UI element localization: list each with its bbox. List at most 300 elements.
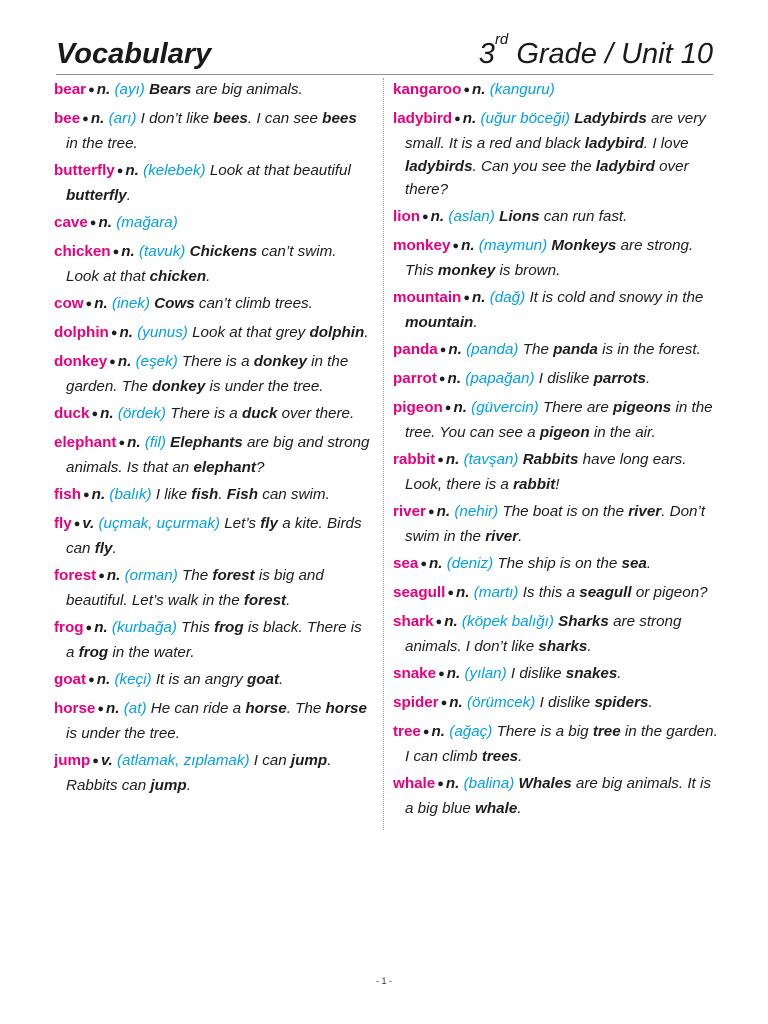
part-of-speech: n. [446, 665, 461, 682]
vocab-entry [54, 564, 372, 612]
example-text: . [617, 665, 622, 682]
part-of-speech: n. [119, 324, 133, 341]
bullet-dot: ● [427, 506, 435, 518]
bullet-dot: ● [109, 356, 116, 368]
headword: sea [393, 555, 419, 572]
example-text: The ship is on the [497, 555, 622, 572]
example-keyword: bees [213, 110, 248, 127]
translation: (tavuk) [138, 243, 186, 260]
vocab-entry [54, 697, 372, 745]
bullet-dot: ● [444, 402, 452, 414]
example-keyword: forest [212, 567, 255, 584]
bullet-dot: ● [463, 84, 471, 96]
example-text: is under the tree. [66, 725, 180, 742]
example-keyword: horse [245, 700, 287, 717]
example-sentence [156, 671, 283, 688]
part-of-speech: n. [98, 214, 112, 231]
example-keyword: sea [621, 555, 647, 572]
example-keyword: ladybirds [405, 158, 473, 175]
example-keyword: jump [290, 752, 328, 769]
vocab-entry [393, 107, 723, 201]
vocab-entry [393, 581, 723, 606]
translation: (fil) [144, 434, 166, 451]
example-text: have long ears. Look, there is a [405, 451, 687, 493]
example-text: . I can see [247, 110, 323, 127]
headword: cow [54, 295, 84, 312]
example-text: I like [155, 486, 192, 503]
example-text: are big animals. [191, 81, 303, 98]
example-text: It is cold and snowy in the [529, 289, 704, 306]
bullet-dot: ● [422, 726, 430, 738]
translation: (maymun) [478, 237, 548, 254]
translation: (keçi) [114, 671, 152, 688]
part-of-speech: n. [445, 775, 460, 792]
translation: (ağaç) [449, 723, 493, 740]
headword: goat [54, 671, 87, 688]
bullet-dot: ● [439, 344, 447, 356]
part-of-speech: n. [456, 584, 470, 601]
headword: fly [54, 515, 72, 532]
vocab-entry [393, 691, 723, 716]
example-keyword: donkey [152, 378, 206, 395]
translation: (balık) [109, 486, 152, 503]
example-keyword: pigeons [613, 399, 672, 416]
example-keyword: Monkeys [551, 237, 617, 254]
example-keyword: Bears [149, 81, 192, 98]
translation: (ayı) [114, 81, 145, 98]
example-keyword: Cows [154, 295, 195, 312]
translation: (aslan) [448, 208, 495, 225]
translation: (inek) [111, 295, 150, 312]
example-text: . The [286, 700, 326, 717]
example-text: is black. There is a [66, 619, 362, 661]
example-text: I can [253, 752, 291, 769]
example-text: . [218, 486, 227, 503]
bullet-dot: ● [92, 755, 99, 767]
example-sentence [405, 503, 705, 545]
vocab-entry [54, 616, 372, 664]
headword: rabbit [393, 451, 436, 468]
example-text: . [206, 268, 211, 285]
example-keyword: horse [325, 700, 367, 717]
headword: panda [393, 341, 438, 358]
example-keyword: jump [150, 777, 187, 794]
bullet-dot: ● [73, 518, 81, 530]
bullet-dot: ● [452, 240, 460, 252]
part-of-speech: n. [106, 700, 120, 717]
example-keyword: chicken [149, 268, 207, 285]
part-of-speech: v. [100, 752, 113, 769]
vocab-entry [393, 338, 723, 363]
bullet-dot: ● [98, 570, 105, 582]
vocab-entry [54, 211, 372, 236]
translation: (köpek balığı) [461, 613, 554, 630]
example-keyword: pigeon [539, 424, 590, 441]
vocab-entry [54, 668, 372, 693]
translation: (martı) [473, 584, 519, 601]
translation: (yunus) [137, 324, 188, 341]
example-text: I don’t like [140, 110, 214, 127]
example-keyword: rabbit [513, 476, 556, 493]
example-text: There is a big [496, 723, 593, 740]
translation: (yılan) [464, 665, 507, 682]
example-keyword: donkey [253, 353, 307, 370]
example-keyword: Lions [499, 208, 540, 225]
part-of-speech: n. [96, 671, 111, 688]
example-text: There are [542, 399, 614, 416]
example-text: I dislike [510, 665, 566, 682]
example-keyword: forest [243, 592, 287, 609]
headword: duck [54, 405, 90, 422]
vocab-entry [393, 78, 723, 103]
translation: (kelebek) [143, 162, 206, 179]
example-text: Look at that grey [192, 324, 310, 341]
headword: bee [54, 110, 81, 127]
part-of-speech: v. [82, 515, 95, 532]
example-text: I dislike [539, 694, 595, 711]
headword: spider [393, 694, 439, 711]
example-text: I dislike [538, 370, 594, 387]
translation: (at) [123, 700, 147, 717]
vocab-entry [54, 321, 372, 346]
example-keyword: snakes [565, 665, 618, 682]
part-of-speech: n. [461, 237, 475, 254]
example-text: in the tree. You can see a [405, 399, 713, 441]
example-keyword: fly [94, 540, 113, 557]
bullet-dot: ● [91, 408, 99, 420]
headword: frog [54, 619, 84, 636]
translation: (atlamak, zıplamak) [117, 752, 250, 769]
example-text: can swim. [258, 486, 330, 503]
example-text: . [518, 528, 523, 545]
example-text: It is an angry [155, 671, 247, 688]
headword: kangaroo [393, 81, 462, 98]
example-keyword: trees [481, 748, 519, 765]
example-sentence [523, 341, 701, 358]
translation: (tavşan) [463, 451, 519, 468]
vocab-entry [393, 500, 723, 548]
vocab-entry [54, 350, 372, 398]
headword: shark [393, 613, 434, 630]
example-sentence [539, 370, 650, 387]
example-keyword: fly [260, 515, 278, 532]
example-text: . [646, 555, 652, 572]
headword: bear [54, 81, 87, 98]
example-text: The [522, 341, 554, 358]
part-of-speech: n. [447, 370, 462, 387]
headword: chicken [54, 243, 111, 260]
bullet-dot: ● [420, 558, 427, 570]
bullet-dot: ● [85, 298, 93, 310]
translation: (uğur böceği) [480, 110, 570, 127]
headword: forest [54, 567, 97, 584]
part-of-speech: n. [94, 619, 108, 636]
vocab-entry [393, 396, 723, 444]
vocab-entry [393, 772, 723, 820]
grade-unit-label [478, 31, 713, 72]
vocab-entry [54, 159, 372, 207]
example-keyword: Rabbits [522, 451, 579, 468]
vocab-entry [54, 749, 372, 797]
vocab-entry [393, 610, 723, 658]
right-column [393, 78, 723, 824]
example-keyword: Ladybirds [574, 110, 647, 127]
part-of-speech: n. [472, 289, 486, 306]
part-of-speech: n. [121, 243, 135, 260]
translation: (orman) [124, 567, 178, 584]
example-keyword: seagull [579, 584, 632, 601]
example-keyword: butterfly [66, 187, 127, 204]
bullet-dot: ● [447, 587, 454, 599]
example-keyword: parrots [593, 370, 646, 387]
bullet-dot: ● [118, 437, 126, 449]
example-sentence [149, 81, 303, 98]
example-sentence [497, 555, 651, 572]
example-keyword: mountain [405, 314, 474, 331]
example-text: over there. [277, 405, 355, 422]
example-sentence [154, 295, 313, 312]
example-keyword: river [628, 503, 662, 520]
example-keyword: spiders [594, 694, 649, 711]
example-keyword: Fish [226, 486, 258, 503]
example-text: There is a [182, 353, 254, 370]
translation: (ördek) [117, 405, 166, 422]
translation: (papağan) [465, 370, 535, 387]
example-text: . [364, 324, 369, 341]
grade-ordinal-suffix: rd [494, 31, 509, 48]
vocab-entry [54, 402, 372, 427]
example-text: ? [255, 459, 265, 476]
part-of-speech: n. [431, 723, 446, 740]
part-of-speech: n. [444, 613, 458, 630]
part-of-speech: n. [445, 451, 460, 468]
vocab-entry [54, 431, 372, 479]
vocab-entry [54, 240, 372, 288]
example-text: . [126, 187, 131, 204]
bullet-dot: ● [97, 703, 105, 715]
part-of-speech: n. [90, 110, 105, 127]
vocab-entry [393, 205, 723, 230]
bullet-dot: ● [116, 165, 124, 177]
vocab-entry [54, 292, 372, 317]
translation: (panda) [466, 341, 519, 358]
grade-unit-text: Grade / Unit 10 [508, 38, 713, 70]
translation: (mağara) [116, 214, 178, 231]
example-sentence [170, 405, 354, 422]
example-text: can’t swim. Look at that [66, 243, 337, 285]
translation: (balina) [463, 775, 515, 792]
example-text: in the tree. [66, 135, 138, 152]
vocab-entry [54, 78, 372, 103]
bullet-dot: ● [463, 292, 470, 304]
bullet-dot: ● [438, 668, 445, 680]
headword: seagull [393, 584, 446, 601]
headword: tree [393, 723, 421, 740]
example-text: are strong. This [405, 237, 694, 279]
translation: (kurbağa) [111, 619, 177, 636]
bullet-dot: ● [82, 113, 89, 125]
column-divider [383, 78, 384, 830]
headword: fish [54, 486, 82, 503]
headword: cave [54, 214, 88, 231]
bullet-dot: ● [85, 622, 93, 634]
example-keyword: ladybird [595, 158, 655, 175]
part-of-speech: n. [91, 486, 106, 503]
example-text: or pigeon? [631, 584, 708, 601]
bullet-dot: ● [88, 674, 95, 686]
example-keyword: whale [475, 800, 518, 817]
example-text: is in the forest. [597, 341, 701, 358]
example-text: . [112, 540, 117, 557]
left-column [54, 78, 372, 801]
example-text: . Rabbits can [66, 752, 332, 794]
translation: (nehir) [454, 503, 499, 520]
vocab-entry [393, 234, 723, 282]
vocab-entry [393, 662, 723, 687]
example-keyword: goat [246, 671, 280, 688]
example-text: in the water. [108, 644, 195, 661]
example-text: This [181, 619, 215, 636]
headword: butterfly [54, 162, 115, 179]
example-text: . [645, 370, 651, 387]
headword: horse [54, 700, 96, 717]
headword: ladybird [393, 110, 453, 127]
example-sentence [192, 324, 368, 341]
headword: monkey [393, 237, 451, 254]
example-keyword: dolphin [309, 324, 365, 341]
vocab-entry [393, 286, 723, 334]
part-of-speech: n. [117, 353, 132, 370]
bullet-dot: ● [422, 211, 429, 223]
headword: jump [54, 752, 91, 769]
page-title: Vocabulary [56, 38, 212, 70]
example-text: can’t climb trees. [194, 295, 313, 312]
part-of-speech: n. [127, 434, 141, 451]
example-text: Let’s [224, 515, 261, 532]
example-keyword: ladybird [584, 135, 644, 152]
example-text: The boat is on the [502, 503, 629, 520]
headword: whale [393, 775, 436, 792]
example-text: . [648, 694, 653, 711]
vocab-entry [54, 483, 372, 508]
example-text: in the garden. The [66, 353, 349, 395]
bullet-dot: ● [110, 327, 118, 339]
example-text: in the air. [589, 424, 656, 441]
translation: (arı) [108, 110, 137, 127]
example-keyword: Chickens [189, 243, 258, 260]
headword: elephant [54, 434, 117, 451]
headword: snake [393, 665, 437, 682]
example-text: are strong animals. I don’t like [405, 613, 682, 655]
part-of-speech: n. [472, 81, 486, 98]
example-text: . [279, 671, 284, 688]
headword: donkey [54, 353, 108, 370]
headword: lion [393, 208, 420, 225]
translation: (deniz) [446, 555, 494, 572]
headword: river [393, 503, 426, 520]
translation: (eşek) [135, 353, 178, 370]
example-text: . [286, 592, 291, 609]
translation: (kanguru) [489, 81, 555, 98]
example-sentence [405, 399, 713, 441]
example-sentence [66, 619, 362, 661]
example-text: Look at that beautiful [209, 162, 351, 179]
headword: parrot [393, 370, 437, 387]
bullet-dot: ● [112, 246, 120, 258]
vocab-entry [54, 107, 372, 155]
bullet-dot: ● [454, 113, 461, 125]
example-text: is big and beautiful. Let’s walk in the [66, 567, 324, 609]
example-keyword: elephant [193, 459, 256, 476]
part-of-speech: n. [94, 295, 108, 312]
grade-number: 3 [478, 38, 495, 70]
example-text: There is a [170, 405, 242, 422]
part-of-speech: n. [436, 503, 451, 520]
vocab-entry [393, 720, 723, 768]
translation: (örümcek) [466, 694, 536, 711]
example-text: can run fast. [539, 208, 628, 225]
part-of-speech: n. [448, 341, 462, 358]
example-keyword: river [485, 528, 519, 545]
example-text: . [518, 748, 523, 765]
example-sentence [523, 584, 708, 601]
example-text: . [473, 314, 478, 331]
example-text: The [182, 567, 213, 584]
example-sentence [156, 486, 330, 503]
part-of-speech: n. [462, 110, 477, 127]
example-keyword: duck [241, 405, 278, 422]
part-of-speech: n. [430, 208, 445, 225]
headword: mountain [393, 289, 462, 306]
example-text: is brown. [495, 262, 561, 279]
part-of-speech: n. [106, 567, 121, 584]
example-text: are big and strong animals. Is that an [66, 434, 370, 476]
example-keyword: Whales [518, 775, 572, 792]
example-keyword: Sharks [558, 613, 609, 630]
vocab-entry [393, 448, 723, 496]
page-number: - 1 - [375, 976, 392, 986]
part-of-speech: n. [96, 81, 111, 98]
bullet-dot: ● [437, 778, 444, 790]
example-text: a kite. Birds can [66, 515, 362, 557]
bullet-dot: ● [83, 489, 90, 501]
vocab-entry [393, 552, 723, 577]
example-keyword: Elephants [170, 434, 243, 451]
example-keyword: frog [214, 619, 244, 636]
example-text: He can ride a [150, 700, 246, 717]
example-text: are big animals. It is a big blue [405, 775, 711, 817]
example-text: . [517, 800, 522, 817]
headword: pigeon [393, 399, 443, 416]
example-text: in the garden. I can climb [405, 723, 718, 765]
example-keyword: fish [191, 486, 219, 503]
translation: (uçmak, uçurmak) [98, 515, 220, 532]
example-keyword: sharks [538, 638, 588, 655]
bullet-dot: ● [437, 454, 444, 466]
example-keyword: bees [322, 110, 357, 127]
example-text: . [587, 638, 592, 655]
part-of-speech: n. [125, 162, 139, 179]
headword: dolphin [54, 324, 109, 341]
example-text: ! [555, 476, 560, 493]
example-text: . I love [643, 135, 689, 152]
example-text: . [186, 777, 191, 794]
example-keyword: panda [553, 341, 598, 358]
part-of-speech: n. [429, 555, 443, 572]
example-sentence [499, 208, 627, 225]
example-text: are very small. It is a red and black [405, 110, 706, 152]
part-of-speech: n. [100, 405, 114, 422]
